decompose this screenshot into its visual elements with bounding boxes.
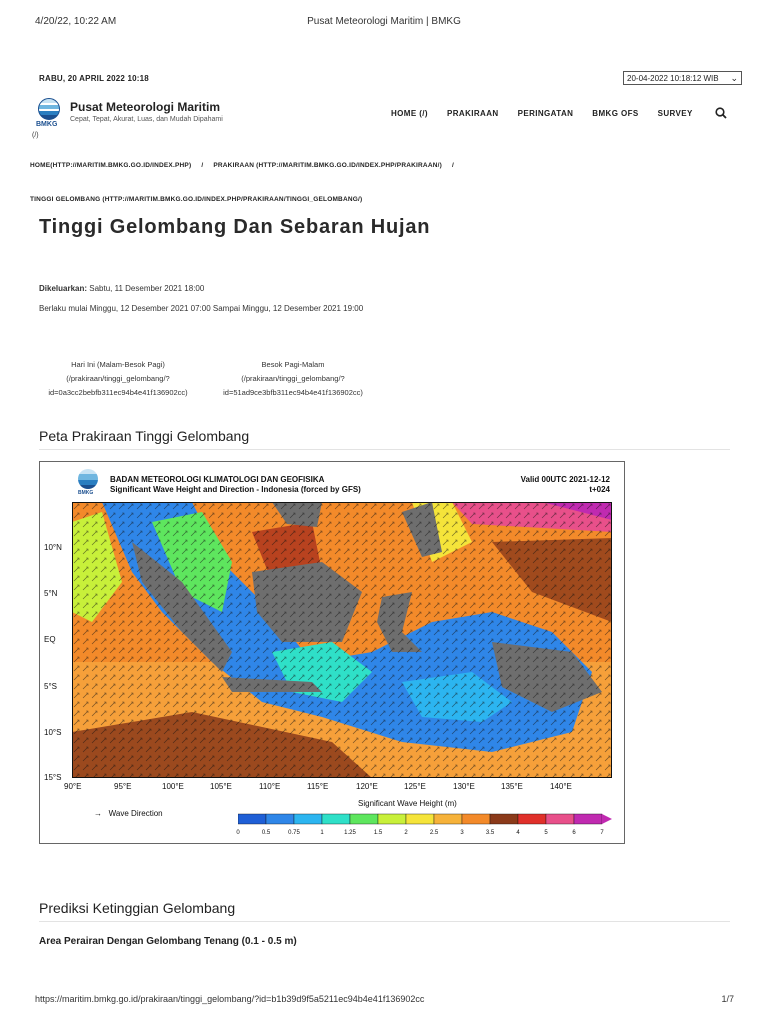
nav-prakiraan[interactable]: PRAKIRAAN <box>446 109 499 118</box>
lon-label: 90°E <box>64 782 82 791</box>
lat-label: 5°S <box>44 682 57 691</box>
map-header-subtitle: Significant Wave Height and Direction - Indonesia (forced by GFS) <box>110 485 361 494</box>
map-bmkg-logo-text: BMKG <box>78 490 94 496</box>
colorbar-segment <box>518 814 546 824</box>
nav-home[interactable]: HOME (/) <box>391 109 428 118</box>
map-plot <box>72 502 612 778</box>
tab-tomorrow-id: id=51ad9ce3bfb311ec94b4e41f136902cc) <box>223 388 363 397</box>
colorbar-tick-label: 2 <box>404 830 408 836</box>
lon-label: 130°E <box>453 782 475 791</box>
print-url: https://maritim.bmkg.go.id/prakiraan/tinggi_gelombang/?id=b1b39d9f5a5211ec94b4e41f136902cc <box>35 994 425 1004</box>
colorbar-tick-label: 0.5 <box>261 830 271 836</box>
page-title: Tinggi Gelombang Dan Sebaran Hujan <box>39 216 431 238</box>
map-bmkg-logo <box>78 469 98 489</box>
tab-tomorrow[interactable] <box>213 358 373 400</box>
section-prediction-heading: Prediksi Ketinggian Gelombang <box>39 900 236 916</box>
colorbar-tick-label: 4 <box>516 830 520 836</box>
colorbar-tick-label: 1.25 <box>344 830 356 836</box>
bmkg-logo-text: BMKG <box>36 121 58 128</box>
logo-link[interactable]: (/) <box>32 132 39 139</box>
lon-label: 120°E <box>356 782 378 791</box>
lon-label: 135°E <box>501 782 523 791</box>
map-valid-time: Valid 00UTC 2021-12-12 <box>520 475 610 484</box>
breadcrumb-prakiraan[interactable]: PRAKIRAAN (HTTP://MARITIM.BMKG.GO.ID/INDEX.PHP/PRAKIRAAN/) <box>213 162 442 169</box>
tab-today-id: id=0a3cc2bebfb311ec94b4e41f136902cc) <box>48 388 188 397</box>
colorbar-tick-label: 3 <box>460 830 464 836</box>
colorbar-segment <box>574 814 602 824</box>
nav-bmkg-ofs[interactable]: BMKG OFS <box>592 109 639 118</box>
divider <box>39 449 730 450</box>
print-page-title: Pusat Meteorologi Maritim | BMKG <box>307 16 461 27</box>
colorbar-segment <box>238 814 266 824</box>
colorbar-segment <box>406 814 434 824</box>
issued-value: Sabtu, 11 Desember 2021 18:00 <box>89 284 205 293</box>
lat-label: 10°N <box>44 543 62 552</box>
map-forecast-step: t+024 <box>589 485 610 494</box>
lon-label: 115°E <box>307 782 329 791</box>
tab-today-label: Hari Ini (Malam-Besok Pagi) <box>71 360 165 369</box>
section-map-heading: Peta Prakiraan Tinggi Gelombang <box>39 428 250 444</box>
breadcrumb <box>30 162 462 169</box>
issued-line <box>39 284 204 293</box>
site-tagline: Cepat, Tepat, Akurat, Luas, dan Mudah Dipahami <box>70 116 223 123</box>
tab-today-url: (/prakiraan/tinggi_gelombang/? <box>66 374 170 383</box>
print-timestamp: 4/20/22, 10:22 AM <box>35 16 117 27</box>
lon-label: 100°E <box>162 782 184 791</box>
site-title[interactable]: Pusat Meteorologi Maritim <box>70 100 221 114</box>
colorbar-segment <box>462 814 490 824</box>
colorbar-tick-label: 1.5 <box>373 830 383 836</box>
lat-label: 5°N <box>44 589 58 598</box>
colorbar-tick-label: 7 <box>600 830 604 836</box>
area-calm-heading: Area Perairan Dengan Gelombang Tenang (0.1 - 0.5 m) <box>39 936 297 947</box>
bmkg-logo-emblem <box>38 98 60 120</box>
colorbar-segment <box>546 814 574 824</box>
colorbar-segment <box>350 814 378 824</box>
lon-label: 110°E <box>259 782 281 791</box>
arrow-right-icon: → <box>94 809 102 818</box>
nav-peringatan[interactable]: PERINGATAN <box>517 109 574 118</box>
map-header-agency: BADAN METEOROLOGI KLIMATOLOGI DAN GEOFISIKA <box>110 475 325 484</box>
colorbar-segment <box>322 814 350 824</box>
colorbar-tick-label: 0 <box>236 830 240 836</box>
lat-label: 10°S <box>44 728 62 737</box>
lat-label: EQ <box>44 635 56 644</box>
current-date: RABU, 20 APRIL 2022 10:18 <box>39 74 149 83</box>
wave-direction-legend <box>94 809 163 818</box>
breadcrumb-separator: / <box>201 162 204 169</box>
lon-label: 140°E <box>550 782 572 791</box>
tab-tomorrow-url: (/prakiraan/tinggi_gelombang/? <box>241 374 345 383</box>
breadcrumb-separator: / <box>452 162 455 169</box>
breadcrumb-current[interactable]: TINGGI GELOMBANG (HTTP://MARITIM.BMKG.GO.ID/INDEX.PHP/PRAKIRAAN/TINGGI_GELOMBANG/) <box>30 196 363 203</box>
divider <box>39 921 730 922</box>
colorbar-tick-label: 6 <box>572 830 576 836</box>
nav-survey[interactable]: SURVEY <box>657 109 693 118</box>
wave-direction-arrows <box>72 502 612 778</box>
wave-height-map[interactable] <box>39 461 625 844</box>
colorbar-segment <box>266 814 294 824</box>
lon-label: 105°E <box>210 782 232 791</box>
chevron-down-icon: ⌄ <box>730 73 738 83</box>
colorbar-tick-label: 1 <box>320 830 324 836</box>
datetime-select[interactable] <box>623 71 742 85</box>
colorbar-tick-label: 3.5 <box>485 830 495 836</box>
colorbar-tick-label: 2.5 <box>429 830 439 836</box>
colorbar-segment <box>434 814 462 824</box>
valid-period: Berlaku mulai Minggu, 12 Desember 2021 07:00 Sampai Minggu, 12 Desember 2021 19:00 <box>39 304 364 313</box>
wave-direction-label: Wave Direction <box>108 809 163 818</box>
bmkg-logo[interactable] <box>36 98 62 128</box>
colorbar-segment <box>378 814 406 824</box>
breadcrumb-home[interactable]: HOME(HTTP://MARITIM.BMKG.GO.ID/INDEX.PHP) <box>30 162 192 169</box>
colorbar-segment <box>490 814 518 824</box>
datetime-select-value: 20-04-2022 10:18:12 WIB <box>627 73 719 83</box>
tab-today[interactable] <box>38 358 198 400</box>
search-icon[interactable] <box>714 106 728 120</box>
issued-label: Dikeluarkan: <box>39 284 88 293</box>
colorbar-tick-label: 0.75 <box>288 830 300 836</box>
colorbar-title: Significant Wave Height (m) <box>358 799 457 808</box>
print-page-number: 1/7 <box>721 994 734 1004</box>
main-nav <box>391 109 712 118</box>
colorbar-extend-arrow <box>602 814 612 824</box>
lat-label: 15°S <box>44 773 62 782</box>
lon-label: 125°E <box>404 782 426 791</box>
colorbar <box>238 813 618 825</box>
colorbar-tick-label: 5 <box>544 830 548 836</box>
lon-label: 95°E <box>114 782 132 791</box>
tab-tomorrow-label: Besok Pagi-Malam <box>261 360 325 369</box>
colorbar-segment <box>294 814 322 824</box>
